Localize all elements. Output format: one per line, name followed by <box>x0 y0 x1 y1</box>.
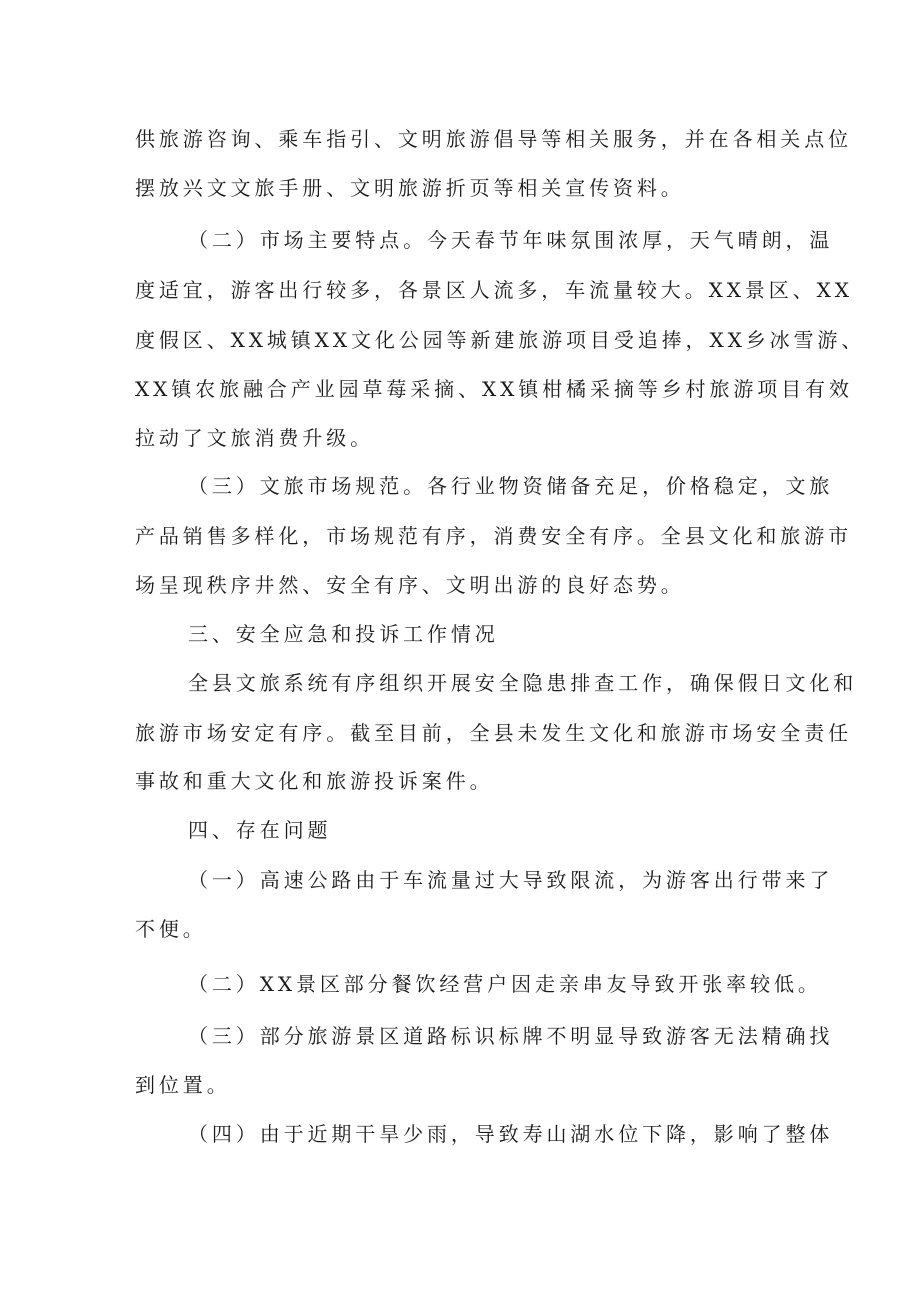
text-line: 摆放兴文文旅手册、文明旅游折页等相关宣传资料。 <box>135 176 685 200</box>
text-line: 供旅游咨询、乘车指引、文明旅游倡导等相关服务，并在各相关点位 <box>135 127 852 151</box>
text-line: 全县文旅系统有序组织开展安全隐患排查工作，确保假日文化和 <box>188 671 858 695</box>
text-line: （二）市场主要特点。今天春节年味氛围浓厚，天气晴朗，温 <box>188 228 834 252</box>
text-line: 产品销售多样化，市场规范有序，消费安全有序。全县文化和旅游市 <box>135 524 852 548</box>
text-line: 度假区、XX城镇XX文化公园等新建旅游项目受追捧，XX乡冰雪游、 <box>135 328 866 352</box>
text-line: 事故和重大文化和旅游投诉案件。 <box>135 769 494 793</box>
text-line: （三）文旅市场规范。各行业物资储备充足，价格稳定，文旅 <box>188 474 834 498</box>
section-heading: 四、存在问题 <box>188 818 332 842</box>
text-line: 到位置。 <box>135 1073 231 1097</box>
text-line: （三）部分旅游景区道路标识标牌不明显导致游客无法精确找 <box>188 1024 834 1048</box>
text-line: （一）高速公路由于车流量过大导致限流，为游客出行带来了 <box>188 868 834 892</box>
text-line: 度适宜，游客出行较多，各景区人流多，车流量较大。XX景区、XX <box>135 278 853 302</box>
text-line: XX镇农旅融合产业园草莓采摘、XX镇柑橘采摘等乡村旅游项目有效 <box>135 377 853 401</box>
text-line: 旅游市场安定有序。截至目前，全县未发生文化和旅游市场安全责任 <box>135 721 852 745</box>
text-line: 场呈现秩序井然、安全有序、文明出游的良好态势。 <box>135 573 685 597</box>
text-line: 拉动了文旅消费升级。 <box>135 426 374 450</box>
text-line: （二）XX景区部分餐饮经营户因走亲串友导致开张率较低。 <box>188 972 822 996</box>
text-line: 不便。 <box>135 917 207 941</box>
text-line: （四）由于近期干旱少雨，导致寿山湖水位下降，影响了整体 <box>188 1122 834 1146</box>
section-heading: 三、安全应急和投诉工作情况 <box>188 622 499 646</box>
